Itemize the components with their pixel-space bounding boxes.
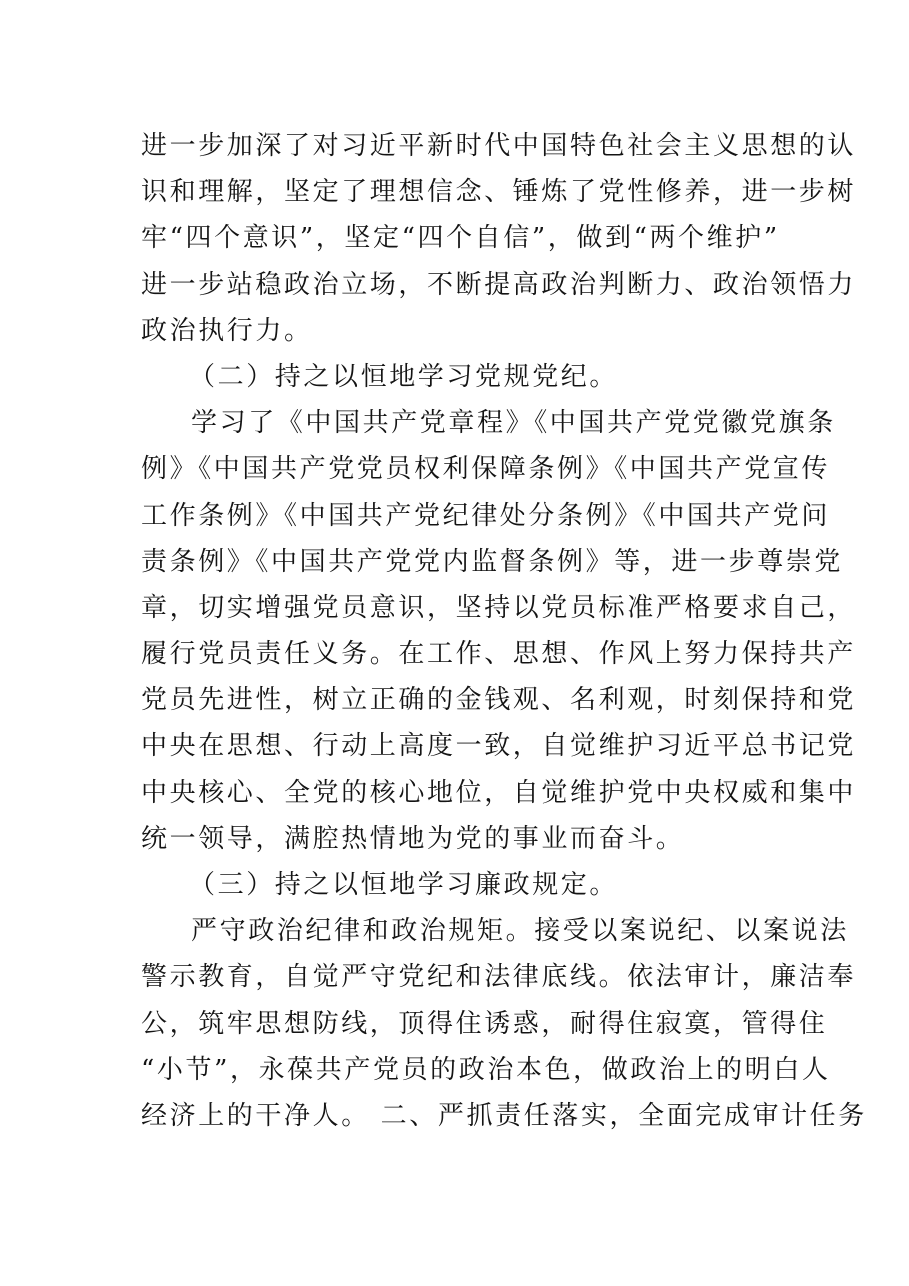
text-line: 严守政治纪律和政治规矩。接受以案说纪、以案说法 [191,916,849,947]
text-line: 章，切实增强党员意识，坚持以党员标准严格要求自己， [141,592,857,623]
section-heading: （二）持之以恒地学习党规党纪。 [189,361,619,392]
text-line: 经济上的干净人。 二、严抓责任落实，全面完成审计任务 [141,1100,867,1131]
text-line: 进一步站稳政治立场，不断提高政治判断力、政治领悟力 [141,269,857,300]
text-line: 统一领导，满腔热情地为党的事业而奋斗。 [141,823,685,854]
document-body [141,123,867,1139]
text-line: 党员先进性，树立正确的金钱观、名利观，时刻保持和党 [141,685,857,716]
text-line: 公，筑牢思想防线，顶得住诱惑，耐得住寂寞，管得住 [141,1008,828,1039]
text-line: 识和理解，坚定了理想信念、锤炼了党性修养，进一步树 [141,177,857,208]
text-line: 中央核心、全党的核心地位，自觉维护党中央权威和集中 [141,777,857,808]
text-line: 政治执行力。 [141,315,313,346]
text-line: 中央在思想、行动上高度一致，自觉维护习近平总书记党 [141,731,857,762]
text-line: 警示教育，自觉严守党纪和法律底线。依法审计，廉洁奉 [141,962,857,993]
text-line: “小节”，永葆共产党员的政治本色，做政治上的明白人 [141,1054,831,1085]
section-heading: （三）持之以恒地学习廉政规定。 [189,870,619,900]
text-line: 进一步加深了对习近平新时代中国特色社会主义思想的认 [141,131,857,161]
text-line: 履行党员责任义务。在工作、思想、作风上努力保持共产 [141,639,857,670]
text-line: 学习了《中国共产党章程》《中国共产党党徽党旗条 [191,408,836,439]
text-line: 责条例》《中国共产党党内监督条例》等，进一步尊崇党 [141,546,844,577]
text-line: 例》《中国共产党党员权利保障条例》《中国共产党宣传 [141,454,831,485]
text-line: 牢“四个意识”，坚定“四个自信”，做到“两个维护” [141,223,780,254]
text-line: 工作条例》《中国共产党纪律处分条例》《中国共产党问 [141,500,831,531]
